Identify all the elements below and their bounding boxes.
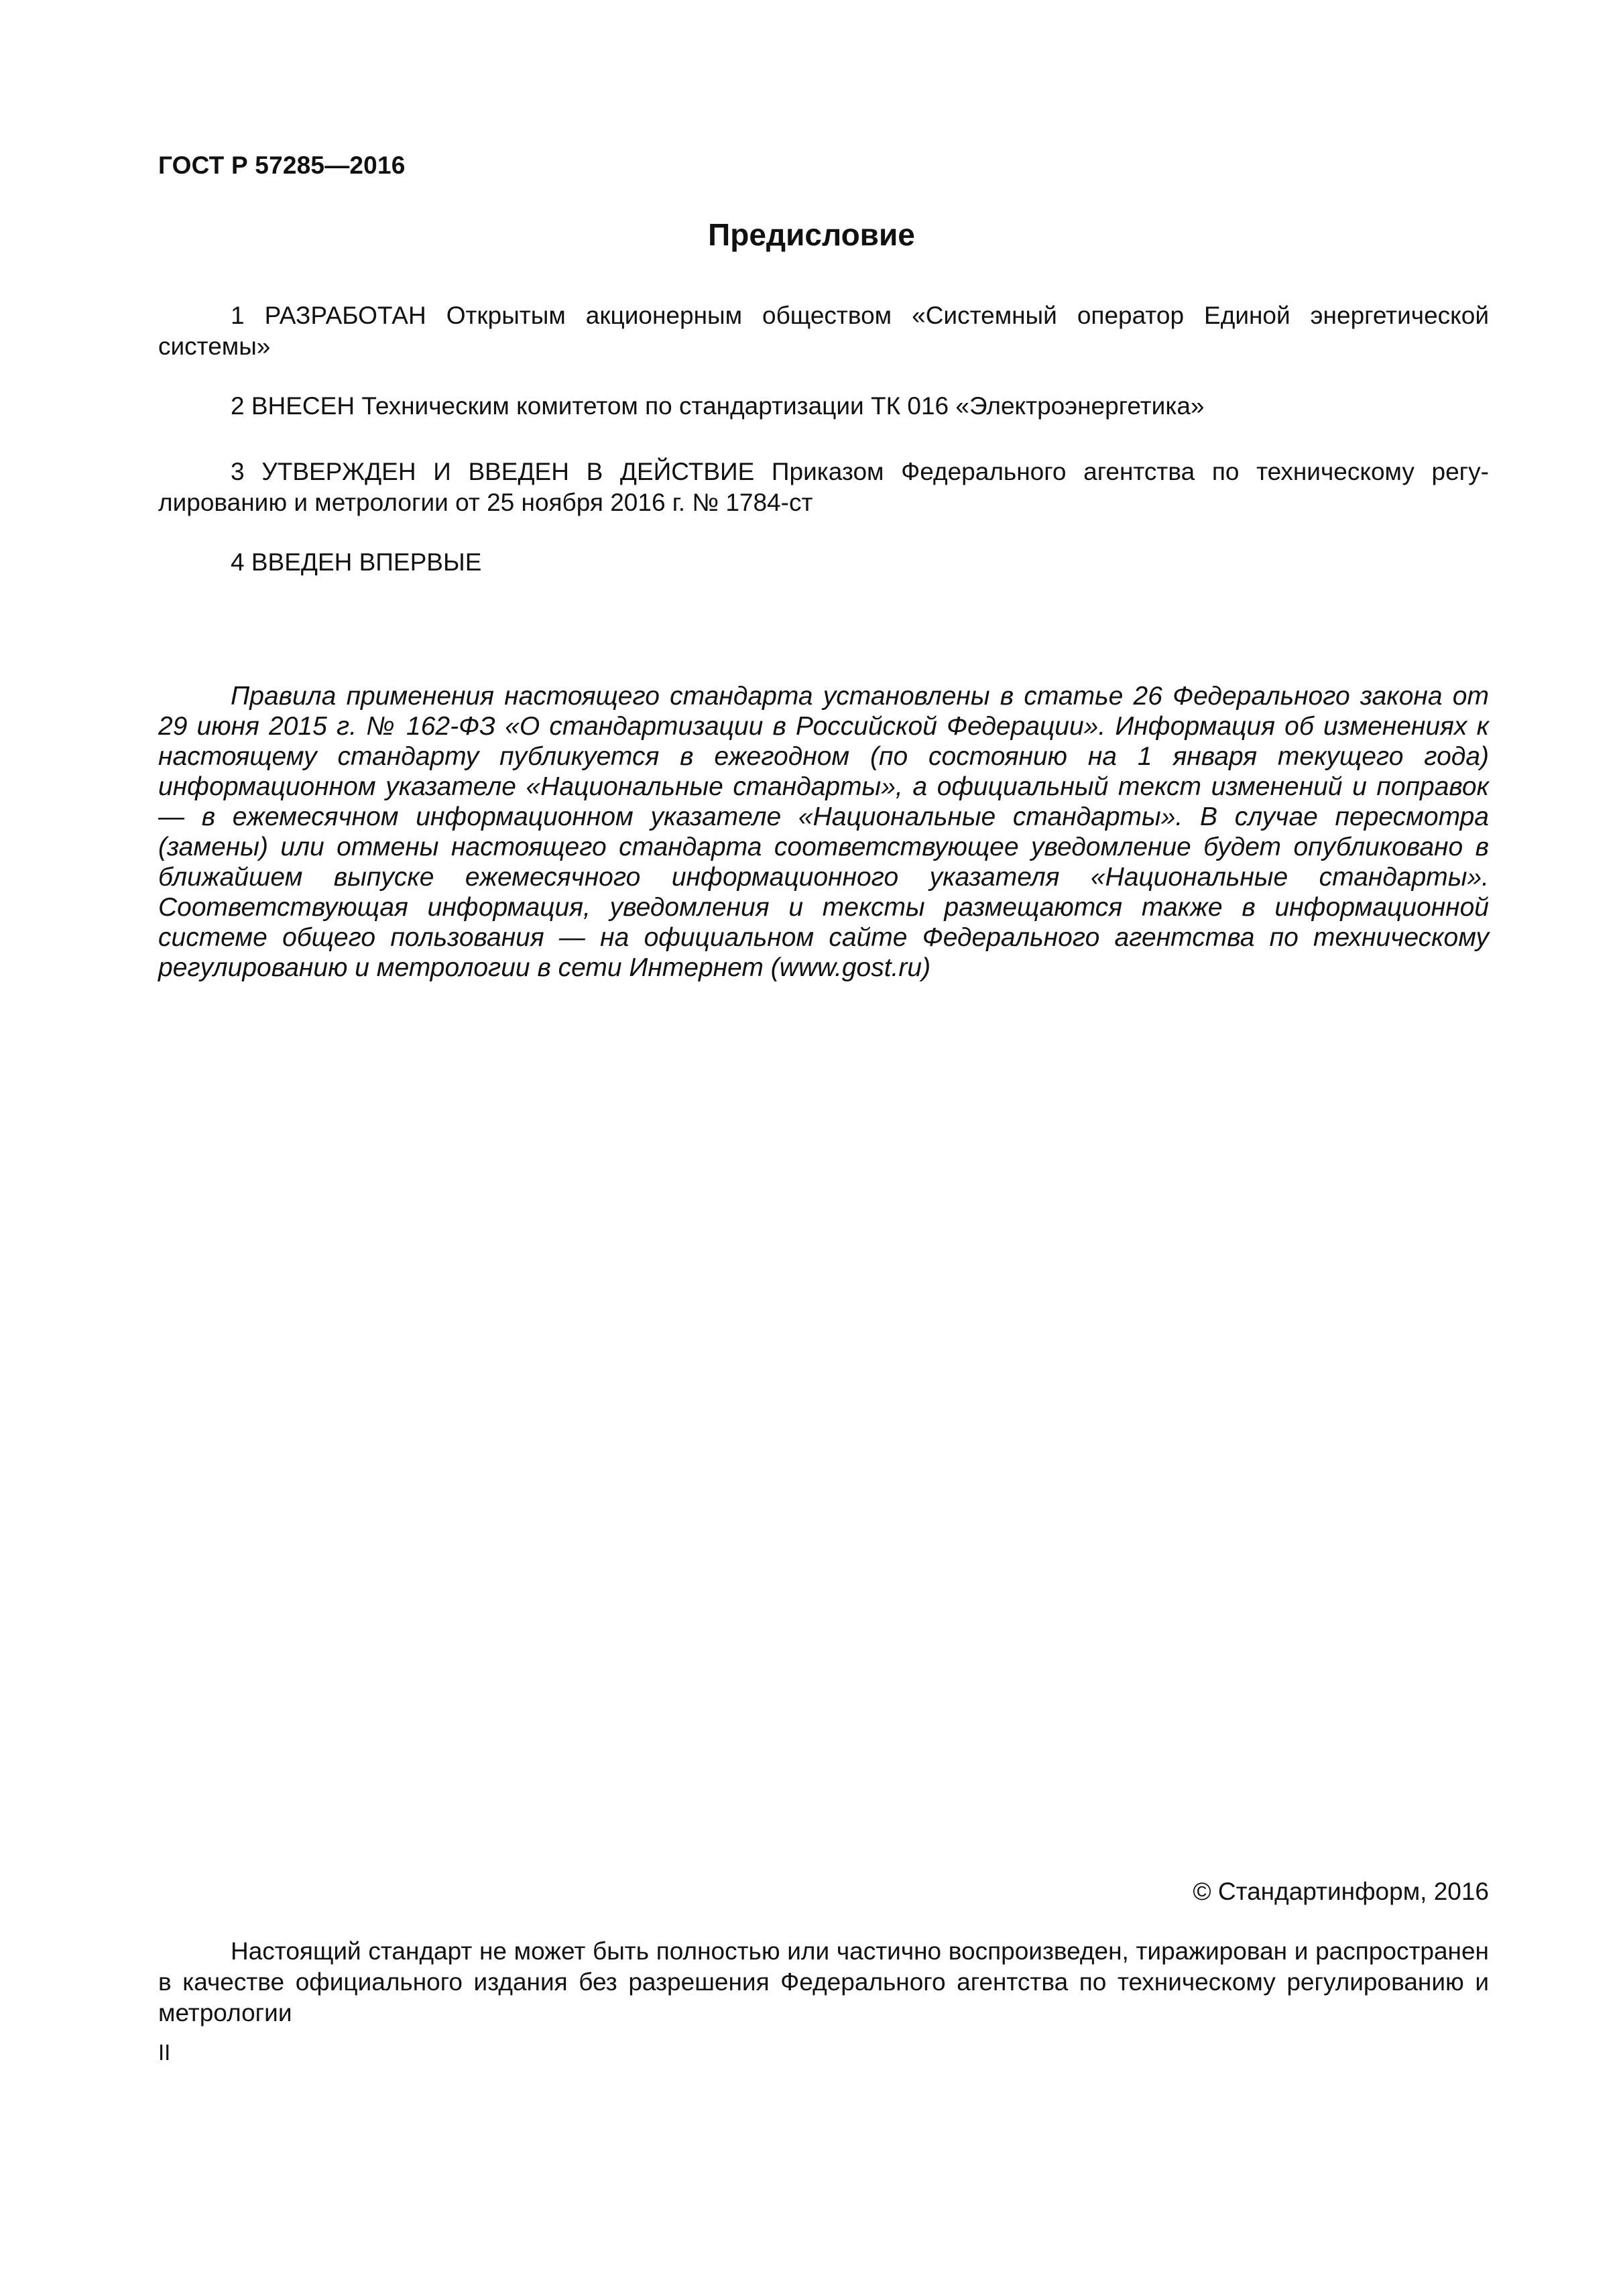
foreword-item-4: [158, 547, 1489, 578]
foreword-item-text: 2 ВНЕСЕН Техническим комитетом по стандартизации ТК 016 «Электроэнергетика»: [231, 392, 1205, 420]
foreword-item-3: [158, 457, 1489, 518]
foreword-item-text: 4 ВВЕДЕН ВПЕРВЫЕ: [231, 548, 482, 576]
page-number: II: [158, 2040, 171, 2065]
reproduction-notice: Настоящий стандарт не может быть полностью или частично воспроизведен, тиражирован и распространен в качестве официального издания без разрешения Федерального агентства по техническому регулированию и метрологии: [158, 1937, 1489, 2027]
copyright-line: © Стандартинформ, 2016: [1193, 1878, 1489, 1905]
foreword-item-text: 1 РАЗРАБОТАН Открытым акционерным обществом «Системный оператор Единой энергетической системы»: [158, 302, 1489, 360]
page-title: Предисловие: [708, 217, 915, 252]
foreword-item-text: 3 УТВЕРЖДЕН И ВВЕДЕН В ДЕЙСТВИЕ Приказом Федерального агентства по техническому регулированию и метрологии от 25 ноября 2016 г. № 1784-ст: [158, 458, 1489, 516]
foreword-item-1: [158, 300, 1489, 362]
document-code: ГОСТ Р 57285—2016: [158, 152, 406, 179]
application-rules-notice: Правила применения настоящего стандарта установлены в статье 26 Федерального закона от 29 июня 2015 г. № 162-ФЗ «О стандартизации в Российской Федерации». Информация об изменениях к настоящему стандарту публикуется в ежегодном (по состоянию на 1 января текущего года) информационном указателе «Национальные стандарты», а официальный текст изменений и поправок — в ежемесячном информационном указателе «Национальные стандарты». В случае пересмотра (замены) или отмены настоящего стандарта соответствующее уведомление будет опубликовано в ближайшем выпуске ежемесячного информационного указателя «Национальные стандарты». Соответствующая информация, уведомления и тексты размещаются также в информационной системе общего пользования — на официальном сайте Федерального агентства по техническому регулированию и метрологии в сети Интернет (www.gost.ru): [158, 682, 1489, 982]
foreword-item-2: [158, 391, 1489, 422]
